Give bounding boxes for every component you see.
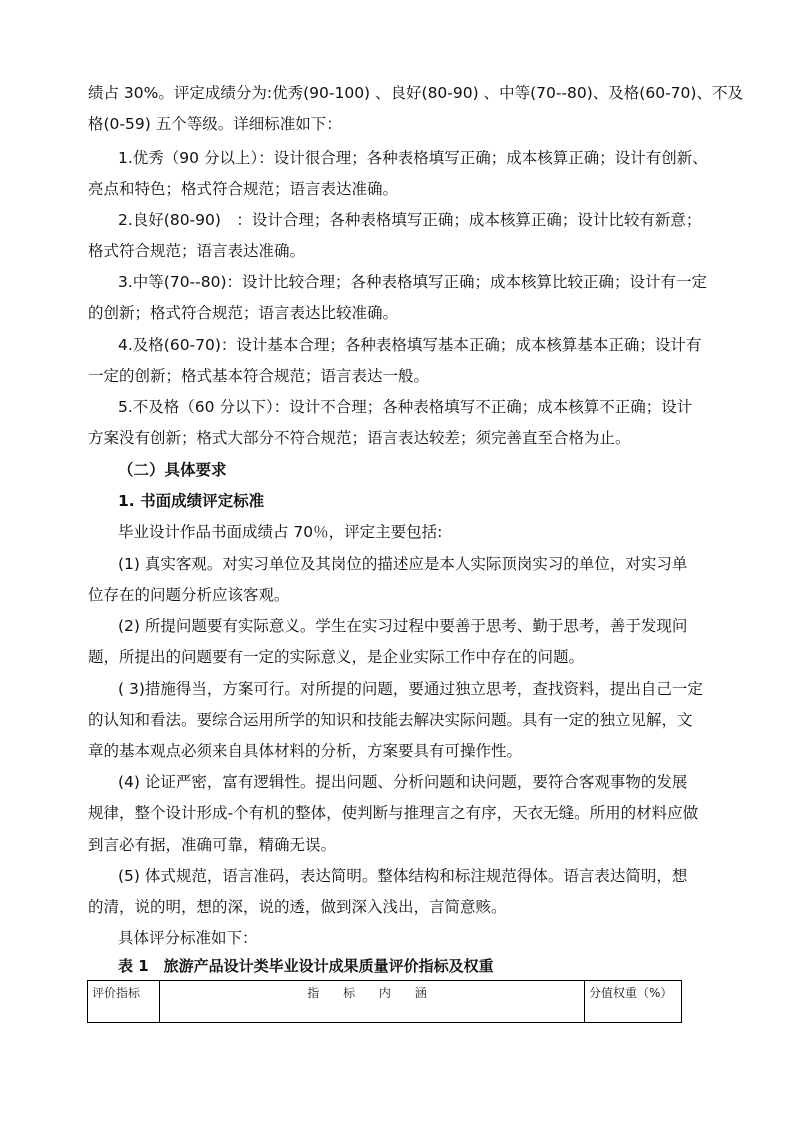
- table-caption: 表 1 旅游产品设计类毕业设计成果质量评价指标及权重: [118, 957, 494, 975]
- text-line: 一定的创新；格式基本符合规范；语言表达一般。: [88, 367, 430, 385]
- text-line: 5.不及格（60 分以下）：设计不合理；各种表格填写不正确；成本核算不正确；设计: [118, 398, 693, 416]
- section-heading: （二）具体要求: [118, 461, 227, 479]
- text-line: ( 3)措施得当，方案可行。对所提的问题，要通过独立思考，查找资料，提出自己一定: [118, 680, 703, 698]
- text-line: 方案没有创新；格式大部分不符合规范；语言表达较差；须完善直至合格为止。: [88, 429, 631, 447]
- text-line: 3.中等(70--80)：设计比较合理；各种表格填写正确；成本核算比较正确；设计有一定: [118, 273, 708, 291]
- text-line: 毕业设计作品书面成绩占 70％，评定主要包括:: [118, 523, 443, 541]
- text-line: 位存在的问题分析应该客观。: [88, 586, 290, 604]
- text-line: 章的基本观点必须来自具体材料的分析，方案要具有可操作性。: [88, 742, 523, 760]
- text-line: (4) 论证严密，富有逻辑性。提出问题、分析问题和诀问题，要符合客观事物的发展: [118, 773, 688, 791]
- subsection-heading: 1. 书面成绩评定标准: [118, 492, 265, 510]
- text-line: 的清，说的明，想的深，说的透，做到深入浅出，言简意赅。: [88, 898, 507, 916]
- text-line: 具体评分标准如下：: [118, 929, 258, 947]
- text-line: 4.及格(60-70)：设计基本合理；各种表格填写基本正确；成本核算基本正确；设计有: [118, 336, 702, 354]
- table-header-row: [88, 981, 682, 1023]
- header-cell-indicator: 评价指标: [88, 981, 160, 1023]
- text-line: 1.优秀（90 分以上）：设计很合理；各种表格填写正确；成本核算正确；设计有创新、: [118, 149, 708, 167]
- text-line: 绩占 30%。评定成绩分为:优秀(90-100) 、良好(80-90) 、中等(70--80)、及格(60-70)、不及: [88, 84, 743, 102]
- text-line: (1) 真实客观。对实习单位及其岗位的描述应是本人实际顶岗实习的单位，对实习单: [118, 555, 688, 573]
- text-line: 到言必有据，准确可靠，精确无误。: [88, 836, 337, 854]
- text-line: 2.良好(80-90) ：设计合理；各种表格填写正确；成本核算正确；设计比较有新意；: [118, 211, 702, 229]
- header-cell-weight: 分值权重（%）: [585, 981, 682, 1023]
- text-line: 的认知和看法。要综合运用所学的知识和技能去解决实际问题。具有一定的独立见解，文: [88, 711, 693, 729]
- text-line: 格(0-59) 五个等级。详细标准如下：: [88, 115, 342, 133]
- text-line: 格式符合规范；语言表达准确。: [88, 242, 306, 260]
- header-cell-content: 指 标 内 涵: [160, 981, 585, 1023]
- text-line: (2) 所提问题要有实际意义。学生在实习过程中要善于思考、勤于思考，善于发现问: [118, 617, 688, 635]
- text-line: (5) 体式规范，语言准码，表达简明。整体结构和标注规范得体。语言表达简明，想: [118, 867, 688, 885]
- text-line: 规律，整个设计形成-个有机的整体，使判断与推理言之有序，天衣无缝。所用的材料应做: [88, 804, 699, 822]
- text-line: 亮点和特色；格式符合规范；语言表达准确。: [88, 180, 399, 198]
- text-line: 题，所提出的问题要有一定的实际意义，是企业实际工作中存在的问题。: [88, 648, 585, 666]
- evaluation-table: [87, 980, 682, 1023]
- text-line: 的创新；格式符合规范；语言表达比较准确。: [88, 304, 399, 322]
